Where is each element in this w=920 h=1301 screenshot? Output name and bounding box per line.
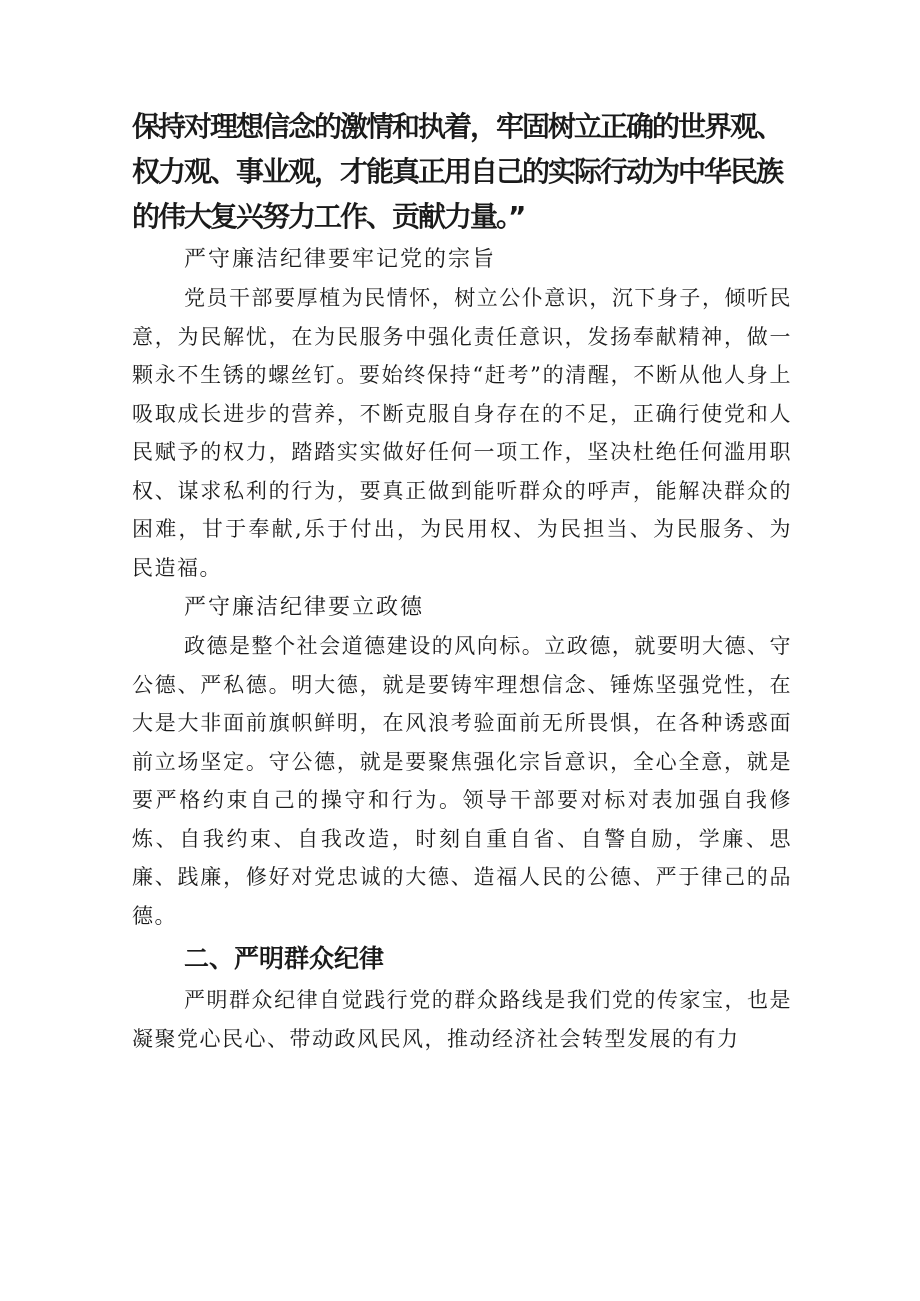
paragraph-mass-discipline: 严明群众纪律自觉践行党的群众路线是我们党的传家宝，也是凝聚党心民心、带动政风民风，推动经济社会转型发展的有力 (132, 988, 792, 1051)
subheading-political-virtue: 严守廉洁纪律要立政德 (184, 595, 425, 620)
intro-paragraph: 保持对理想信念的激情和执着，牢固树立正确的世界观、权力观、事业观，才能真正用自己的实际行动为中华民族的伟大复兴努力工作、贡献力量。” (132, 110, 783, 233)
paragraph-political-virtue: 政德是整个社会道德建设的风向标。立政德，就要明大德、守公德、严私德。明大德，就是要铸牢理想信念、锤炼坚强党性，在大是大非面前旗帜鲜明，在风浪考验面前无所畏惧，在各种诱惑面前立场坚定。守公德，就是要聚焦强化宗旨意识，全心全意，就是要严格约束自己的操守和行为。领导干部要对标对表加强自我修炼、自我约束、自我改造，时刻自重自省、自警自励，学廉、思廉、践廉，修好对党忠诚的大德、造福人民的公德、严于律己的品德。 (132, 634, 792, 928)
section-heading-mass-discipline: 二、严明群众纪律 (184, 944, 385, 973)
document-content (132, 104, 792, 1060)
subheading-mission: 严守廉洁纪律要牢记党的宗旨 (184, 247, 497, 272)
paragraph-mission: 党员干部要厚植为民情怀，树立公仆意识，沉下身子，倾听民意，为民解忧，在为民服务中强化责任意识，发扬奉献精神，做一颗永不生锈的螺丝钉。要始终保持“赶考”的清醒，不断从他人身上吸取成长进步的营养，不断克服自身存在的不足，正确行使党和人民赋予的权力，踏踏实实做好任何一项工作，坚决杜绝任何滥用职权、谋求私利的行为，要真正做到能听群众的呼声，能解决群众的困难，甘于奉献,乐于付出，为民用权、为民担当、为民服务、为民造福。 (132, 286, 792, 580)
